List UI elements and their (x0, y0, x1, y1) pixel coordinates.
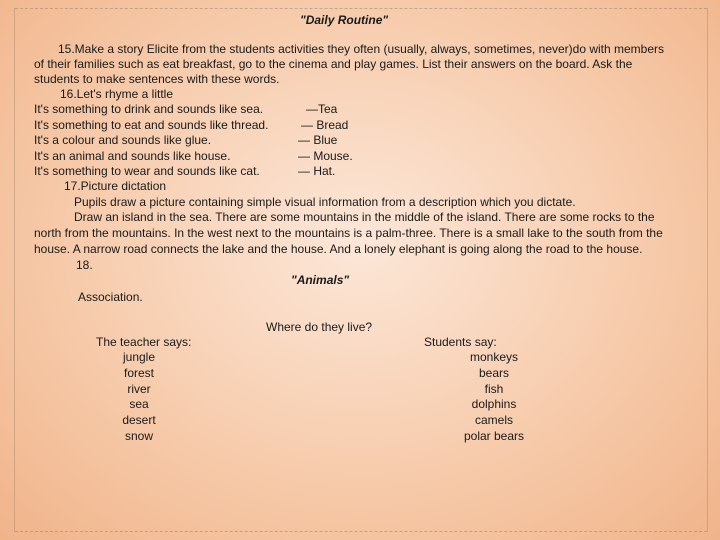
place-item: forest (123, 365, 154, 380)
place-item: sea (129, 397, 149, 412)
item16-heading: 16.Let's rhyme a little (60, 87, 174, 101)
rhyme-answer: — Blue (298, 133, 338, 147)
item17-line-2: Draw an island in the sea. There are some mountains in the middle of the island. There are some rocks to the (74, 210, 655, 224)
rhyme-answer: — Hat. (298, 164, 336, 178)
item15-line-2: of their families such as eat breakfast, go to the cinema and play games. List their answers on the board. Ask the (34, 57, 633, 71)
item17-line-3: north from the mountains. In the west next to the mountains is a palm-three. There is a small lake to the south from the (34, 226, 663, 240)
rhyme-clue: It's a colour and sounds like glue. (34, 133, 212, 147)
item18-number: 18. (76, 258, 93, 272)
rhyme-clue: It's something to wear and sounds like cat. (34, 164, 260, 178)
rhyme-clue: It's something to eat and sounds like thread. (34, 117, 269, 132)
slide-title: "Daily Routine" (300, 13, 389, 27)
animal-item: fish (484, 381, 504, 396)
students-say-label: Students say: (424, 335, 497, 349)
animal-item: monkeys (469, 350, 519, 364)
animal-item: polar bears (463, 429, 525, 443)
rhyme-answer: — Bread (301, 117, 349, 132)
rhyme-answer: —Tea (306, 102, 338, 116)
place-item: river (127, 381, 151, 396)
teacher-says-label: The teacher says: (96, 335, 192, 349)
animal-item: dolphins (471, 397, 517, 412)
place-item: snow (124, 429, 153, 443)
item17-heading: 17.Picture dictation (64, 179, 167, 193)
item17-line-1: Pupils draw a picture containing simple visual information from a description which you dictate. (74, 195, 576, 209)
rhyme-answer: — Mouse. (298, 148, 353, 163)
animals-subtitle: "Animals" (291, 273, 350, 287)
rhyme-clue: It's something to drink and sounds like sea. (34, 102, 264, 116)
item17-line-4: house. A narrow road connects the lake and the house. And a lonely elephant is going along the road to the house. (34, 242, 643, 256)
where-question: Where do they live? (266, 320, 373, 334)
item15-line-1: 15.Make a story Elicite from the students activities they often (usually, always, sometimes, never)do with members (58, 42, 665, 56)
animal-item: bears (478, 365, 510, 380)
item15-line-3: students to make sentences with these words. (34, 72, 280, 86)
place-item: desert (122, 413, 156, 428)
place-item: jungle (122, 350, 156, 364)
association-label: Association. (78, 290, 143, 304)
rhyme-clue: It's an animal and sounds like house. (34, 148, 231, 163)
animal-item: camels (474, 413, 513, 428)
